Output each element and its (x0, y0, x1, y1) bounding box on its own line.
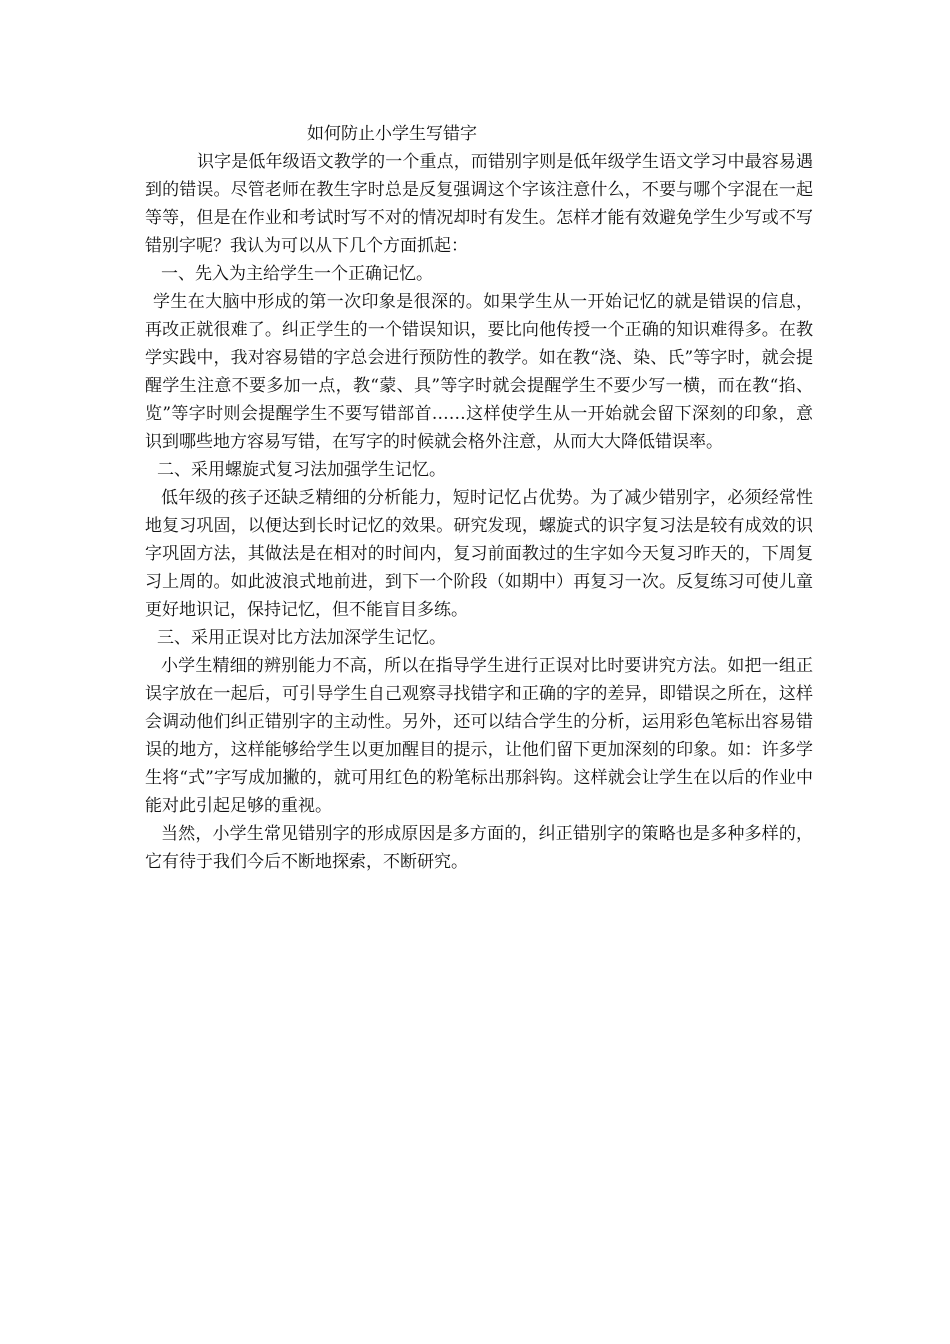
document-body (145, 120, 813, 876)
section-body-1: 学生在大脑中形成的第一次印象是很深的。如果学生从一开始记忆的就是错误的信息，再改正就很难了。纠正学生的一个错误知识，要比向他传授一个正确的知识难得多。在教学实践中，我对容易错的字总会进行预防性的教学。如在教“浇、染、氏”等字时，就会提醒学生注意不要多加一点，教“蒙、具”等字时就会提醒学生不要少写一横，而在教“掐、览”等字时则会提醒学生不要写错部首……这样使学生从一开始就会留下深刻的印象，意识到哪些地方容易写错，在写字的时候就会格外注意，从而大大降低错误率。 (145, 292, 813, 452)
section-heading-1: 一、先入为主给学生一个正确记忆。 (161, 264, 433, 284)
document-title: 如何防止小学生写错字 (307, 124, 477, 144)
section-body-3: 小学生精细的辨别能力不高，所以在指导学生进行正误对比时要讲究方法。如把一组正误字放在一起后，可引导学生自己观察寻找错字和正确的字的差异，即错误之所在，这样会调动他们纠正错别字的主动性。另外，还可以结合学生的分析，运用彩色笔标出容易错误的地方，这样能够给学生以更加醒目的提示，让他们留下更加深刻的印象。如：许多学生将“式”字写成加撇的，就可用红色的粉笔标出那斜钩。这样就会让学生在以后的作业中能对此引起足够的重视。 (145, 656, 813, 816)
section-heading-3: 三、采用正误对比方法加深学生记忆。 (157, 628, 446, 648)
section-body-2: 低年级的孩子还缺乏精细的分析能力，短时记忆占优势。为了减少错别字，必须经常性地复习巩固，以便达到长时记忆的效果。研究发现，螺旋式的识字复习法是较有成效的识字巩固方法，其做法是在相对的时间内，复习前面教过的生字如今天复习昨天的，下周复习上周的。如此波浪式地前进，到下一个阶段（如期中）再复习一次。反复练习可使儿童更好地识记，保持记忆，但不能盲目多练。 (145, 488, 813, 620)
section-heading-2: 二、采用螺旋式复习法加强学生记忆。 (157, 460, 446, 480)
conclusion-paragraph: 当然，小学生常见错别字的形成原因是多方面的，纠正错别字的策略也是多种多样的，它有待于我们今后不断地探索，不断研究。 (145, 824, 813, 872)
intro-paragraph: 识字是低年级语文教学的一个重点，而错别字则是低年级学生语文学习中最容易遇到的错误。尽管老师在教生字时总是反复强调这个字该注意什么，不要与哪个字混在一起等等，但是在作业和考试时写不对的情况却时有发生。怎样才能有效避免学生少写或不写错别字呢？我认为可以从下几个方面抓起： (145, 152, 813, 256)
